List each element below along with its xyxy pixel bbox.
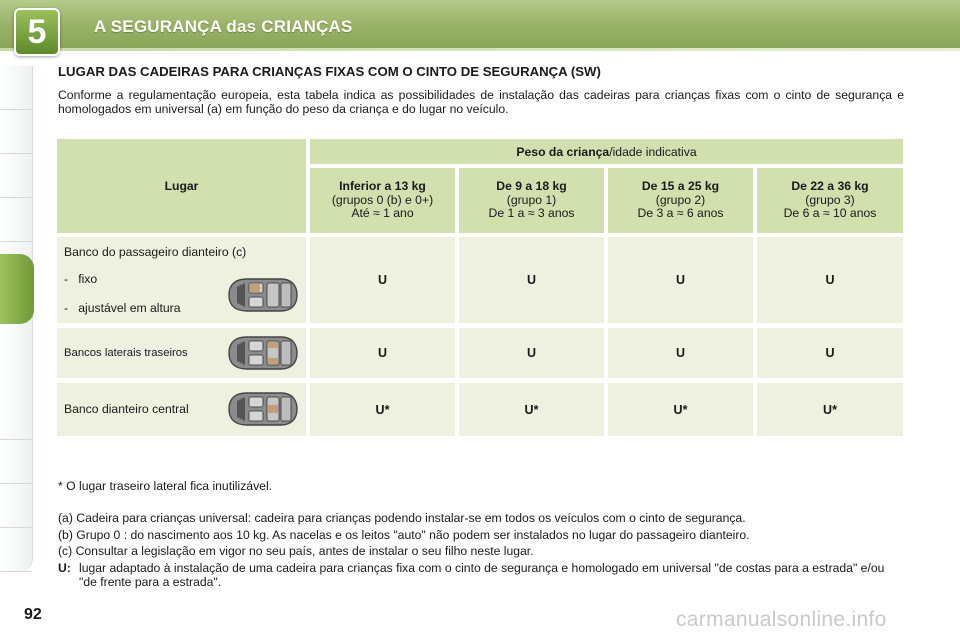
- section-title: LUGAR DAS CADEIRAS PARA CRIANÇAS FIXAS COM O CINTO DE SEGURANÇA (SW): [58, 64, 601, 79]
- side-tab[interactable]: [0, 440, 32, 484]
- column-header-group-0: [310, 168, 455, 233]
- row-label-rear-side: [57, 328, 306, 378]
- chapter-title: A SEGURANÇA das CRIANÇAS: [94, 17, 353, 36]
- row-label-text: Bancos laterais traseiros: [64, 347, 188, 359]
- side-tab-active[interactable]: [0, 254, 34, 324]
- side-tab[interactable]: [0, 484, 32, 528]
- side-tab[interactable]: [0, 198, 32, 242]
- peso-header-bold: Peso da criança: [516, 144, 610, 159]
- column-age: De 1 a ≈ 3 anos: [488, 206, 575, 221]
- footnote-u: [58, 561, 904, 589]
- cell-value: U*: [459, 383, 604, 436]
- cell-value: U: [757, 237, 903, 323]
- column-age: De 6 a ≈ 10 anos: [783, 206, 877, 221]
- footnote-a: (a) Cadeira para crianças universal: cadeira para crianças podendo instalar-se em todos os veículos com o cinto de segurança.: [58, 511, 746, 525]
- cell-value: U: [310, 237, 455, 323]
- row-label-text: Banco dianteiro central: [64, 402, 189, 416]
- column-header-group-3: [757, 168, 903, 233]
- row-sub-fixed: - fixo: [64, 272, 98, 286]
- cell-value: U: [757, 328, 903, 378]
- car-seat-diagram-icon: [223, 389, 301, 429]
- cell-value: U*: [608, 383, 753, 436]
- footnote-u-text: lugar adaptado à instalação de uma cadeira para crianças fixa com o cinto de segurança e homologado em universal "de costas para a estrada" e/ou "de frente para a estrada".: [79, 561, 885, 589]
- column-age: Até ≈ 1 ano: [351, 206, 414, 221]
- column-title: Inferior a 13 kg: [339, 179, 426, 194]
- cell-value: U: [459, 328, 604, 378]
- side-tab[interactable]: [0, 154, 32, 198]
- row-label-front-passenger: [57, 237, 306, 323]
- column-title: De 9 a 18 kg: [496, 179, 567, 194]
- column-title: De 15 a 25 kg: [641, 179, 720, 194]
- cell-value: U: [459, 237, 604, 323]
- cell-value: U: [310, 328, 455, 378]
- car-seat-diagram-icon: [223, 333, 301, 373]
- side-tab[interactable]: [0, 66, 32, 110]
- footnote-b: (b) Grupo 0 : do nascimento aos 10 kg. As nacelas e os leitos "auto" não podem ser instalados no lugar do passageiro dianteiro.: [58, 528, 750, 542]
- column-group: (grupo 2): [655, 192, 706, 207]
- cell-value: U*: [310, 383, 455, 436]
- peso-header-rest: /idade indicativa: [609, 144, 697, 159]
- watermark-text: carmanualsonline.info: [676, 608, 887, 631]
- footnote-c: (c) Consultar a legislação em vigor no seu país, antes de instalar o seu filho neste lugar.: [58, 544, 534, 558]
- car-seat-diagram-icon: [223, 275, 301, 315]
- footnote-u-label: U:: [58, 561, 71, 575]
- column-header-group-2: [608, 168, 753, 233]
- table-header-peso: [310, 139, 903, 164]
- column-header-group-1: [459, 168, 604, 233]
- side-tab[interactable]: [0, 528, 32, 572]
- side-tab[interactable]: [0, 110, 32, 154]
- row-label-front-center: [57, 383, 306, 436]
- intro-paragraph: Conforme a regulamentação europeia, esta tabela indica as possibilidades de instalação das cadeiras para crianças fixas com o cinto de segurança e homologados em universal (a) em função do peso da criança e do lugar no veículo.: [58, 88, 904, 116]
- cell-value: U*: [757, 383, 903, 436]
- footnote-star: * O lugar traseiro lateral fica inutilizável.: [58, 479, 273, 493]
- row-sub-adjustable: - ajustável em altura: [64, 301, 181, 315]
- cell-value: U: [608, 328, 753, 378]
- column-title: De 22 a 36 kg: [791, 179, 869, 194]
- column-group: (grupo 1): [506, 192, 557, 207]
- header-divider: [0, 48, 960, 51]
- cell-value: U: [608, 237, 753, 323]
- row-label-text: Banco do passageiro dianteiro (c): [64, 245, 247, 259]
- page-number: 92: [24, 606, 42, 623]
- table-header-lugar: Lugar: [57, 139, 306, 233]
- chapter-number-badge: 5: [14, 8, 60, 56]
- column-group: (grupos 0 (b) e 0+): [331, 192, 434, 207]
- side-tab[interactable]: [0, 396, 32, 440]
- column-group: (grupo 3): [805, 192, 855, 207]
- column-age: De 3 a ≈ 6 anos: [637, 206, 724, 221]
